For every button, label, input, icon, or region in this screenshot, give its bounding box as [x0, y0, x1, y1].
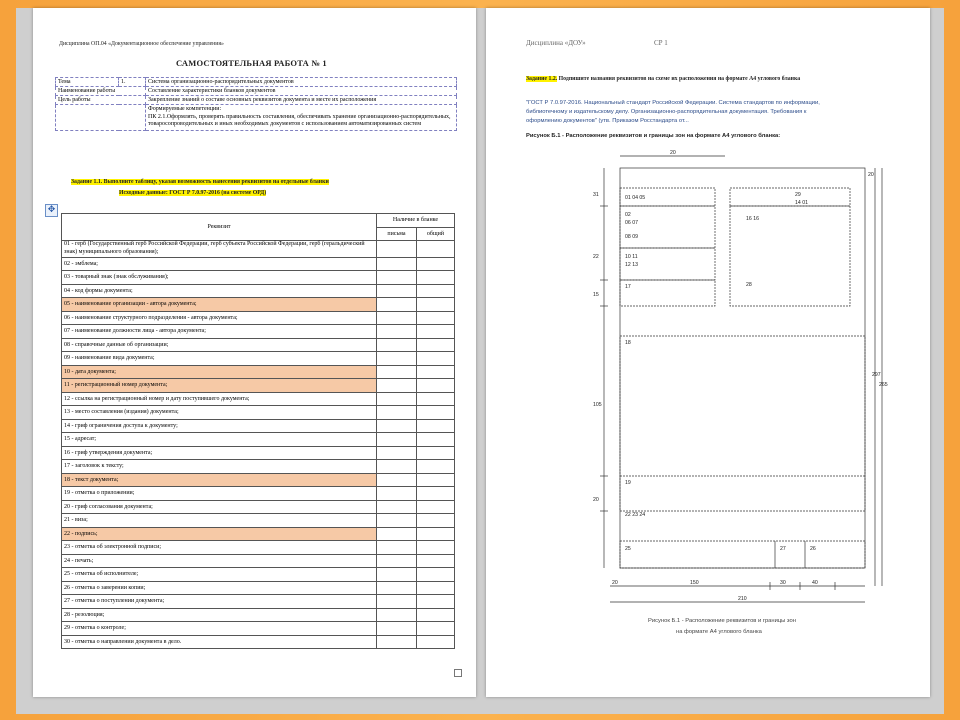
table-row [62, 541, 455, 555]
letter-presence-cell[interactable] [377, 581, 417, 595]
table-row [62, 271, 455, 285]
competencies-cell [146, 105, 457, 131]
table-row [62, 298, 455, 312]
general-presence-cell[interactable] [416, 338, 454, 352]
letter-presence-cell[interactable] [377, 460, 417, 474]
letter-presence-cell[interactable] [377, 433, 417, 447]
goal-label: Цель работы [56, 96, 146, 105]
general-presence-cell[interactable] [416, 284, 454, 298]
theme-number: 1. [119, 78, 146, 87]
zone-h-label: 28 [746, 282, 752, 288]
zone-bottom [620, 541, 865, 568]
task-1-2-text: Подпишите названия реквизитов на схеме их расположения на формате А4 углового бланка [558, 76, 801, 82]
zone-f [730, 188, 850, 206]
dim-right-3-label: 265 [879, 382, 888, 388]
requisite-cell: 29 - отметка о контроле; [62, 622, 377, 636]
discipline-header: Дисциплина ОП.04 «Документационное обеспечение управления» [59, 41, 224, 47]
general-presence-cell[interactable] [416, 608, 454, 622]
dim-a-label: 31 [593, 192, 599, 198]
table-row [62, 473, 455, 487]
task-1-1-instruction [71, 179, 329, 185]
task-1-2-label: Задание 1.2. [526, 76, 558, 82]
letter-presence-cell[interactable] [377, 473, 417, 487]
competencies-title: Формируемые компетенции: [148, 106, 222, 112]
general-presence-cell[interactable] [416, 541, 454, 555]
requisite-cell: 04 - код формы документа; [62, 284, 377, 298]
requisite-cell: 15 - адресат; [62, 433, 377, 447]
zone-i-label: 18 [625, 340, 631, 346]
general-presence-cell[interactable] [416, 352, 454, 366]
general-presence-cell[interactable] [416, 419, 454, 433]
zone-e [620, 280, 715, 306]
requisite-cell: 18 - текст документа; [62, 473, 377, 487]
letter-presence-cell[interactable] [377, 406, 417, 420]
dim-bottom-4-label: 40 [812, 580, 818, 586]
col-requisite: Реквизит [62, 214, 377, 241]
zone-k-label: 22 23 24 [625, 512, 646, 518]
table-row [62, 419, 455, 433]
requisite-cell: 16 - гриф утверждения документа; [62, 446, 377, 460]
letter-presence-cell[interactable] [377, 622, 417, 636]
gost-line-1: "ГОСТ Р 7.0.97-2016. Национальный стандарт Российской Федерации. Система стандартов по информации, [526, 100, 820, 106]
general-presence-cell[interactable] [416, 311, 454, 325]
table-row [62, 500, 455, 514]
requisite-cell: 11 - регистрационный номер документа; [62, 379, 377, 393]
letter-presence-cell[interactable] [377, 311, 417, 325]
requisite-cell: 13 - место составления (издания) документа; [62, 406, 377, 420]
table-row [62, 392, 455, 406]
table-row [62, 514, 455, 528]
requisite-cell: 17 - заголовок к тексту; [62, 460, 377, 474]
table-row [62, 257, 455, 271]
dim-right-2-label: 297 [872, 372, 881, 378]
requisite-cell: 28 - резолюция; [62, 608, 377, 622]
col-general: общий [416, 227, 454, 241]
work-header-table [55, 77, 457, 131]
table-row [62, 595, 455, 609]
right-sr-label: СР 1 [654, 39, 668, 47]
zone-n-label: 26 [810, 546, 816, 552]
table-row [62, 581, 455, 595]
general-presence-cell[interactable] [416, 298, 454, 312]
letter-presence-cell[interactable] [377, 271, 417, 285]
table-move-handle-icon[interactable]: ✥ [45, 204, 58, 217]
letter-presence-cell[interactable] [377, 257, 417, 271]
general-presence-cell[interactable] [416, 514, 454, 528]
dim-bottom-3-label: 30 [780, 580, 786, 586]
zone-b-label: 02 06 07 [625, 212, 638, 226]
general-presence-cell[interactable] [416, 622, 454, 636]
requisite-cell: 25 - отметка об исполнителе; [62, 568, 377, 582]
general-presence-cell[interactable] [416, 595, 454, 609]
letter-presence-cell[interactable] [377, 392, 417, 406]
general-presence-cell[interactable] [416, 379, 454, 393]
table-row [62, 406, 455, 420]
zone-e-label: 17 [625, 284, 631, 290]
table-row [62, 460, 455, 474]
requisite-cell: 22 - подпись; [62, 527, 377, 541]
requisite-cell: 27 - отметка о поступлении документа; [62, 595, 377, 609]
zone-a-label: 01 04 05 [625, 195, 646, 201]
requisite-cell: 02 - эмблема; [62, 257, 377, 271]
requisite-cell: 01 - герб (Государственный герб Российской Федерации, герб субъекта Российской Федерации, герб (геральдический знак) муниципального образования); [62, 241, 377, 258]
general-presence-cell[interactable] [416, 325, 454, 339]
letter-presence-cell[interactable] [377, 487, 417, 501]
general-presence-cell[interactable] [416, 433, 454, 447]
dim-total-label: 210 [738, 596, 747, 602]
letter-presence-cell[interactable] [377, 446, 417, 460]
gost-line-3: оформлению документов" (утв. Приказом Росстандарта от... [526, 118, 689, 124]
table-row [62, 608, 455, 622]
letter-presence-cell[interactable] [377, 500, 417, 514]
requisite-cell: 19 - отметка о приложении; [62, 487, 377, 501]
work-name-text: Составление характеристики бланков документов [146, 87, 457, 96]
task-1-1-text: Задание 1.1. Выполните таблицу, указав возможность нанесения реквизитов на отдельные бланки [71, 179, 329, 185]
requisite-cell: 20 - гриф согласования документа; [62, 500, 377, 514]
general-presence-cell[interactable] [416, 392, 454, 406]
zone-f-label: 29 14 01 [795, 192, 808, 206]
letter-presence-cell[interactable] [377, 241, 417, 258]
document-page-right [486, 8, 930, 697]
dim-e-label: 20 [593, 497, 599, 503]
requisite-cell: 26 - отметка о заверении копии; [62, 581, 377, 595]
requisite-cell: 30 - отметка о направлении документа в дело. [62, 635, 377, 649]
letter-presence-cell[interactable] [377, 595, 417, 609]
col-presence: Наличие в бланке [377, 214, 455, 228]
task-1-2-line [526, 76, 800, 82]
competencies-text: ПК 2.1.Оформлять, проверять правильность составления, обеспечивать хранение организационно-распорядительных, товаросопроводительных и иных необходимых документов с использованием автоматизированных систем [148, 113, 451, 127]
general-presence-cell[interactable] [416, 527, 454, 541]
dim-d-label: 105 [593, 402, 602, 408]
zone-c-label: 08 09 [625, 234, 638, 240]
zone-d-label: 10 11 12 13 [625, 254, 638, 268]
page-title: САМОСТОЯТЕЛЬНАЯ РАБОТА № 1 [176, 58, 327, 68]
dim-bottom-2-label: 150 [690, 580, 699, 586]
table-row [62, 284, 455, 298]
letter-presence-cell[interactable] [377, 338, 417, 352]
figure-heading: Рисунок Б.1 - Расположение реквизитов и границы зон на формате А4 углового бланка: [526, 133, 781, 139]
table-row [62, 241, 455, 258]
general-presence-cell[interactable] [416, 460, 454, 474]
work-name-label: Наименование работы [56, 87, 146, 96]
requisite-cell: 14 - гриф ограничения доступа к документу; [62, 419, 377, 433]
letter-presence-cell[interactable] [377, 352, 417, 366]
theme-label: Тема [56, 78, 119, 87]
requisite-cell: 09 - наименование вида документа; [62, 352, 377, 366]
a4-layout-diagram [590, 146, 890, 616]
requisite-cell: 23 - отметка об электронной подписи; [62, 541, 377, 555]
zone-j-label: 19 [625, 480, 631, 486]
dim-b-label: 22 [593, 254, 599, 260]
sheet-outline [620, 168, 865, 568]
right-discipline: Дисциплина «ДОУ» [526, 39, 586, 47]
letter-presence-cell[interactable] [377, 554, 417, 568]
table-row [62, 487, 455, 501]
zone-g-label: 16 16 [746, 216, 759, 222]
general-presence-cell[interactable] [416, 365, 454, 379]
general-presence-cell[interactable] [416, 568, 454, 582]
table-row [62, 379, 455, 393]
general-presence-cell[interactable] [416, 446, 454, 460]
general-presence-cell[interactable] [416, 257, 454, 271]
col-letter: письма [377, 227, 417, 241]
figure-caption-1: Рисунок Б.1 - Расположение реквизитов и границы зон [648, 618, 796, 624]
table-row [62, 325, 455, 339]
general-presence-cell[interactable] [416, 487, 454, 501]
letter-presence-cell[interactable] [377, 608, 417, 622]
letter-presence-cell[interactable] [377, 284, 417, 298]
table-resize-handle[interactable] [454, 669, 462, 677]
theme-text: Система организационно-распорядительных документов [146, 78, 457, 87]
figure-caption-2: на формате А4 углового бланка [676, 629, 762, 635]
table-row [62, 365, 455, 379]
zone-text [620, 336, 865, 511]
general-presence-cell[interactable] [416, 500, 454, 514]
letter-presence-cell[interactable] [377, 541, 417, 555]
general-presence-cell[interactable] [416, 554, 454, 568]
letter-presence-cell[interactable] [377, 635, 417, 649]
letter-presence-cell[interactable] [377, 298, 417, 312]
general-presence-cell[interactable] [416, 635, 454, 649]
requisite-cell: 03 - товарный знак (знак обслуживания); [62, 271, 377, 285]
requisite-cell: 06 - наименование структурного подразделения - автора документа; [62, 311, 377, 325]
letter-presence-cell[interactable] [377, 568, 417, 582]
table-row [62, 311, 455, 325]
letter-presence-cell[interactable] [377, 419, 417, 433]
general-presence-cell[interactable] [416, 581, 454, 595]
letter-presence-cell[interactable] [377, 527, 417, 541]
general-presence-cell[interactable] [416, 473, 454, 487]
dim-top-label: 20 [670, 150, 676, 156]
requisites-table [61, 213, 455, 649]
general-presence-cell[interactable] [416, 271, 454, 285]
task-1-1-source [119, 190, 266, 196]
table-row [62, 446, 455, 460]
table-row [62, 433, 455, 447]
requisite-cell: 12 - ссылка на регистрационный номер и дату поступившего документа; [62, 392, 377, 406]
table-row [62, 527, 455, 541]
letter-presence-cell[interactable] [377, 365, 417, 379]
requisite-cell: 10 - дата документа; [62, 365, 377, 379]
requisite-cell: 08 - справочные данные об организации; [62, 338, 377, 352]
requisite-cell: 21 - виза; [62, 514, 377, 528]
letter-presence-cell[interactable] [377, 325, 417, 339]
requisite-cell: 07 - наименование должности лица - автора документа; [62, 325, 377, 339]
task-1-1-source-text: Исходные данные: ГОСТ Р 7.0.97-2016 (на системе ОРД) [119, 190, 267, 196]
requisite-cell: 05 - наименование организации - автора документа; [62, 298, 377, 312]
dim-c-label: 15 [593, 292, 599, 298]
dim-right-1-label: 20 [868, 172, 874, 178]
table-row [62, 568, 455, 582]
letter-presence-cell[interactable] [377, 379, 417, 393]
document-page-left [33, 8, 476, 697]
zone-b [620, 206, 715, 248]
general-presence-cell[interactable] [416, 406, 454, 420]
table-row [62, 338, 455, 352]
requisite-cell: 24 - печать; [62, 554, 377, 568]
table-row [62, 635, 455, 649]
dim-bottom-1-label: 20 [612, 580, 618, 586]
general-presence-cell[interactable] [416, 241, 454, 258]
zone-m-label: 27 [780, 546, 786, 552]
gost-line-2: библиотечному и издательскому делу. Организационно-распорядительная документация. Требования к [526, 109, 807, 115]
table-row [62, 554, 455, 568]
goal-text: Закрепление знаний о составе основных реквизитов документа и месте их расположения [146, 96, 457, 105]
letter-presence-cell[interactable] [377, 514, 417, 528]
zone-l-label: 25 [625, 546, 631, 552]
table-row [62, 622, 455, 636]
table-row [62, 352, 455, 366]
